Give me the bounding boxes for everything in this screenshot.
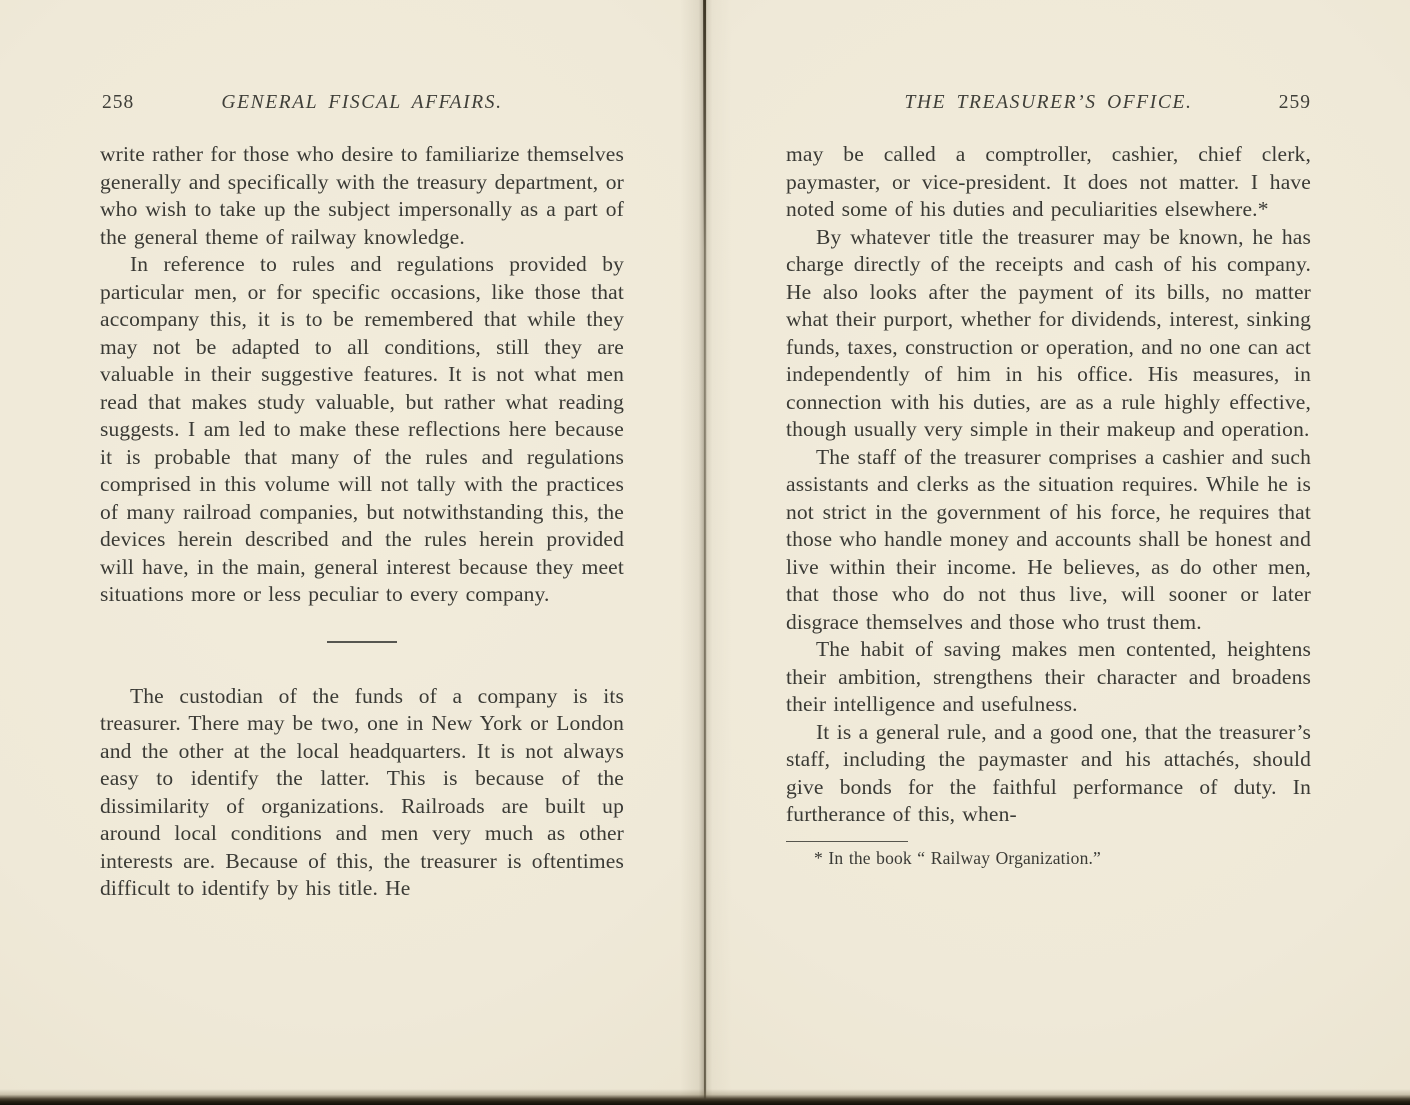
paragraph: may be called a comptroller, cashier, chief clerk, paymaster, or vice-president. It does not matter. I have noted some of his duties and peculiarities elsewhere.* — [786, 142, 1311, 221]
paragraph: The custodian of the funds of a company is its treasurer. There may be two, one in New York or London and the other at the local headquarters. It is not always easy to identify the latter. This is because of the dissimilarity of organizations. Railroads are built up around local conditions and men very much as other interests are. Because of this, the treasurer is oftentimes difficult to identify by his title. He — [100, 683, 624, 900]
page-right — [703, 0, 1410, 1105]
book-bottom-edge — [0, 1089, 1410, 1105]
running-head-right: THE TREASURER’S OFFICE. — [904, 92, 1193, 113]
footnote-text: * In the book “ Railway Organization.” — [814, 847, 1101, 868]
paragraph: In reference to rules and regulations provided by particular men, or for specific occasions, like those that accompany this, it is to be remembered that while they may not be adapted to all conditions, still they are valuable in their suggestive features. It is not what men read that makes study valuable, but rather what reading suggests. I am led to make these reflections here because it is probable that many of the rules and regulations comprised in this volume will not tally with the practices of many railroad companies, but notwithstanding this, the devices herein described and the rules herein provided will have, in the main, general interest because they meet situations more or less peculiar to every company. — [100, 252, 624, 606]
footnote — [786, 841, 1311, 870]
section-divider-rule — [327, 641, 397, 643]
page-left — [0, 0, 703, 1105]
page-header-left — [100, 92, 624, 118]
page-number-left: 258 — [102, 92, 135, 113]
page-number-right: 259 — [1278, 92, 1311, 113]
paragraph: By whatever title the treasurer may be known, he has charge directly of the receipts and cash of his company. He also looks after the payment of its bills, no matter what their purport, whether for dividends, interest, sinking funds, taxes, construction or operation, and no one can act independently of him in his office. His measures, in connection with his duties, are as a rule highly effective, though usually very simple in their makeup and operation. — [786, 224, 1311, 441]
paragraph: The habit of saving makes men contented, heightens their ambition, strengthens their character and broadens their intelligence and usefulness. — [786, 637, 1311, 716]
body-text-left — [100, 141, 624, 903]
paragraph: write rather for those who desire to familiarize themselves generally and specifically with the treasury department, or who wish to take up the subject impersonally as a part of the general theme of railway knowledge. — [100, 142, 624, 249]
paragraph: The staff of the treasurer comprises a cashier and such assistants and clerks as the situation requires. While he is not strict in the government of his force, he requires that those who handle money and accounts shall be honest and live within their income. He believes, as do other men, that those who do not thus live, will sooner or later disgrace themselves and those who trust them. — [786, 444, 1311, 634]
paragraph: It is a general rule, and a good one, that the treasurer’s staff, including the paymaster and his attachés, should give bonds for the faithful performance of duty. In furtherance of this, when- — [786, 719, 1311, 826]
running-head-left: GENERAL FISCAL AFFAIRS. — [221, 92, 503, 113]
page-header-right — [786, 92, 1311, 118]
footnote-rule — [786, 841, 908, 842]
body-text-right — [786, 141, 1311, 870]
